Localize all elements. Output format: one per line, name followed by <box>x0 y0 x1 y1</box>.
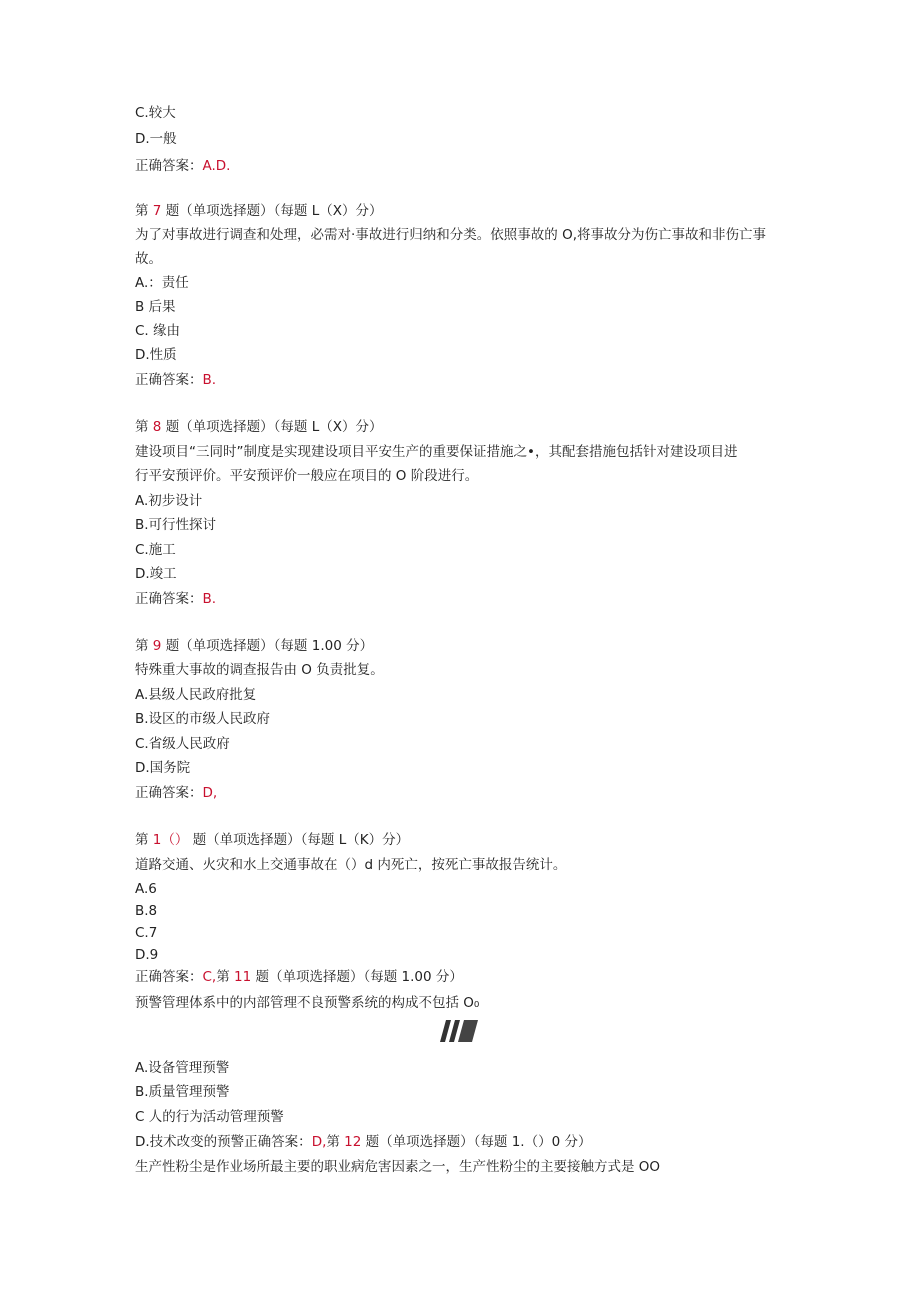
question-number: 11 <box>234 969 252 985</box>
option-d-answer-line <box>135 1133 591 1151</box>
answer-label: 正确答案： <box>135 785 203 801</box>
option-a <box>135 880 157 898</box>
question-text-line: 预警管理体系中的内部管理不良预警系统的构成不包括 O₀ <box>135 995 480 1011</box>
header-suffix: 题（单项选择题）（每题 1.00 分） <box>165 638 374 654</box>
header-suffix: 题（单项选择题）（每题 L（K）分） <box>192 832 410 848</box>
option-text: B.8 <box>135 903 158 919</box>
answer-line <box>135 157 230 175</box>
answer-value: A.D. <box>202 158 231 174</box>
question-number: 8 <box>152 419 162 435</box>
question-number: 9 <box>152 638 162 654</box>
option-d <box>135 759 190 777</box>
answer-value: C, <box>202 969 217 985</box>
header-suffix: 题（单项选择题）（每题 L（X）分） <box>165 419 383 435</box>
option-b <box>135 298 176 316</box>
answer-label: 正确答案： <box>135 158 203 174</box>
question-text-line: 行平安预评价。平安预评价一般应在项目的 O 阶段进行。 <box>135 468 479 484</box>
question-text <box>135 1158 660 1176</box>
option-text: D.性质 <box>135 347 177 363</box>
answer-label: 正确答案： <box>135 372 203 388</box>
question-text <box>135 994 479 1012</box>
option-d <box>135 946 158 964</box>
question-number: 7 <box>152 203 162 219</box>
option-c <box>135 1108 284 1126</box>
option-a <box>135 492 202 510</box>
option-text: D.竣工 <box>135 566 177 582</box>
option-c <box>135 541 176 559</box>
question-header-10 <box>135 831 409 849</box>
option-text: C.省级人民政府 <box>135 736 230 752</box>
answer-line <box>135 371 216 389</box>
option-c <box>135 735 230 753</box>
question-text <box>135 250 162 268</box>
option-text: B.质量管理预警 <box>135 1084 230 1100</box>
option-text: A.设备管理预警 <box>135 1060 230 1076</box>
question-text-line: 故。 <box>135 251 162 267</box>
option-d <box>135 565 177 583</box>
answer-value: D, <box>202 785 218 801</box>
option-text: B.可行性探讨 <box>135 517 217 533</box>
answer-value: B. <box>202 372 217 388</box>
figure-stroke <box>458 1020 478 1042</box>
answer-value: D, <box>311 1134 327 1150</box>
option-c <box>135 924 157 942</box>
option-text: C.施工 <box>135 542 176 558</box>
question-text <box>135 467 478 485</box>
question-number: 1（） <box>152 832 189 848</box>
figure-stroke <box>440 1020 451 1042</box>
option-b <box>135 710 270 728</box>
option-text: D.技术改变的预警正确答案： <box>135 1134 312 1150</box>
option-text: C.7 <box>135 925 158 941</box>
answer-value: B. <box>202 591 217 607</box>
option-b <box>135 516 216 534</box>
option-text: A.县级人民政府批复 <box>135 687 257 703</box>
question-header-9 <box>135 637 373 655</box>
option-c <box>135 104 176 122</box>
option-text: B.设区的市级人民政府 <box>135 711 271 727</box>
question-text-line: 生产性粉尘是作业场所最主要的职业病危害因素之一，生产性粉尘的主要接触方式是 OO <box>135 1159 661 1175</box>
option-d <box>135 130 177 148</box>
header-prefix: 第 <box>135 832 149 848</box>
question-text <box>135 856 566 874</box>
header-prefix: 第 <box>135 638 149 654</box>
question-text-line: 道路交通、火灾和水上交通事故在（）d 内死亡，按死亡事故报告统计。 <box>135 857 567 873</box>
question-header-8 <box>135 418 383 436</box>
question-text <box>135 226 766 244</box>
option-text: D.国务院 <box>135 760 191 776</box>
question-number: 12 <box>344 1134 362 1150</box>
option-text: C. 缘由 <box>135 323 181 339</box>
question-text-line: 建设项目“三同时”制度是实现建设项目平安生产的重要保证措施之•，其配套措施包括针对建设项目进 <box>135 444 738 460</box>
header-suffix: 题（单项选择题）（每题 1.（）0 分） <box>365 1134 592 1150</box>
answer-line <box>135 590 216 608</box>
answer-label: 正确答案： <box>135 969 203 985</box>
question-header-7 <box>135 202 383 220</box>
figure-stroke <box>449 1020 460 1042</box>
option-text: B 后果 <box>135 299 176 315</box>
header-prefix: 第 <box>216 969 230 985</box>
answer-label: 正确答案： <box>135 591 203 607</box>
header-suffix: 题（单项选择题）（每题 L（X）分） <box>165 203 383 219</box>
option-a <box>135 274 189 292</box>
header-prefix: 第 <box>326 1134 340 1150</box>
option-a <box>135 1059 229 1077</box>
option-text: C 人的行为活动管理预警 <box>135 1109 284 1125</box>
option-d <box>135 346 177 364</box>
question-text-line: 为了对事故进行调查和处理，必需对·事故进行归纳和分类。依照事故的 O,将事故分为伤亡事故和非伤亡事 <box>135 227 766 243</box>
option-text: D.9 <box>135 947 159 963</box>
header-prefix: 第 <box>135 203 149 219</box>
figure-mark-image <box>440 1020 478 1042</box>
question-text <box>135 661 384 679</box>
answer-line <box>135 784 217 802</box>
option-text: A.：责任 <box>135 275 189 291</box>
option-text: C.较大 <box>135 105 176 121</box>
header-prefix: 第 <box>135 419 149 435</box>
option-text: A.6 <box>135 881 157 897</box>
option-text: D.一般 <box>135 131 177 147</box>
question-text <box>135 443 737 461</box>
answer-line <box>135 968 463 986</box>
option-b <box>135 1083 230 1101</box>
option-c <box>135 322 180 340</box>
option-a <box>135 686 256 704</box>
option-b <box>135 902 157 920</box>
question-text-line: 特殊重大事故的调查报告由 O 负责批复。 <box>135 662 384 678</box>
option-text: A.初步设计 <box>135 493 203 509</box>
header-suffix: 题（单项选择题）（每题 1.00 分） <box>255 969 463 985</box>
